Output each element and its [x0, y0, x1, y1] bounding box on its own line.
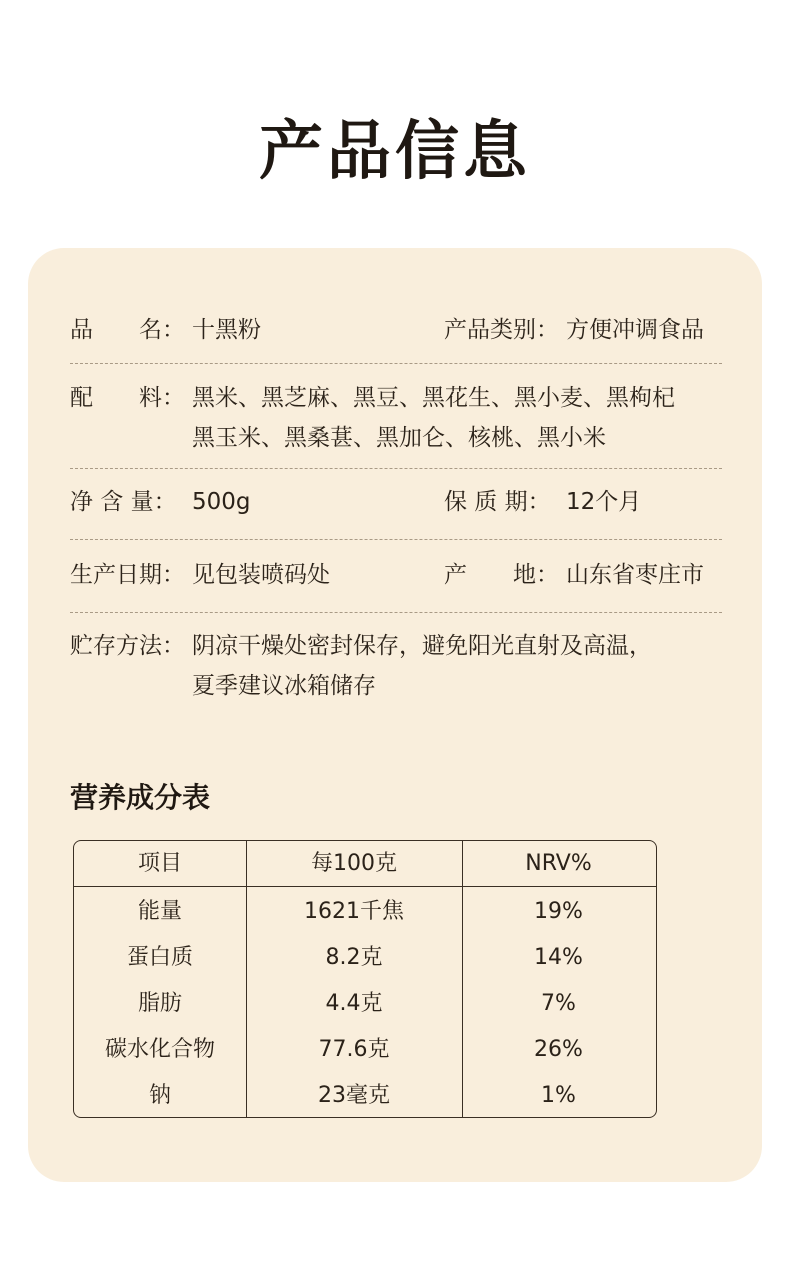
divider — [70, 363, 722, 364]
table-cell-amount: 4.4克 — [325, 991, 383, 1016]
shelf-life-value: 12个月 — [566, 489, 642, 515]
category-value: 方便冲调食品 — [566, 317, 704, 343]
table-cell-amount: 23毫克 — [318, 1083, 390, 1108]
nutrition-title: 营养成分表 — [70, 781, 211, 814]
info-row-ingredients — [70, 378, 722, 458]
category-label: 产品类别： — [444, 317, 559, 343]
info-row-date-origin — [70, 555, 722, 595]
production-date-label: 生产日期： — [70, 562, 185, 588]
divider — [70, 612, 722, 613]
info-row-storage — [70, 626, 722, 706]
origin-value: 山东省枣庄市 — [566, 562, 704, 588]
page-title: 产品信息 — [259, 115, 531, 189]
ingredients-line-1: 黑米、黑芝麻、黑豆、黑花生、黑小麦、黑枸杞 — [192, 385, 675, 411]
table-cell-item: 蛋白质 — [126, 945, 193, 970]
table-cell-item: 钠 — [148, 1083, 171, 1108]
table-cell-nrv: 7% — [541, 991, 576, 1016]
nutrition-table — [73, 840, 657, 1118]
storage-line-1: 阴凉干燥处密封保存，避免阳光直射及高温， — [192, 633, 652, 659]
header-nrv: NRV% — [525, 851, 592, 876]
table-cell-item: 碳水化合物 — [104, 1037, 215, 1062]
table-cell-nrv: 26% — [534, 1037, 583, 1062]
table-cell-amount: 77.6克 — [318, 1037, 390, 1062]
table-cell-item: 脂肪 — [137, 991, 182, 1016]
table-cell-amount: 8.2克 — [325, 945, 383, 970]
table-cell-amount: 1621千焦 — [304, 899, 404, 924]
header-per-100g: 每100克 — [311, 851, 397, 876]
table-cell-nrv: 14% — [534, 945, 583, 970]
name-label: 品 名： — [70, 317, 185, 343]
shelf-life-label: 保 质 期： — [444, 489, 551, 515]
table-cell-nrv: 19% — [534, 899, 583, 924]
origin-label: 产 地： — [444, 562, 559, 588]
net-content-value: 500g — [192, 489, 251, 515]
ingredients-line-2: 黑玉米、黑桑葚、黑加仑、核桃、黑小米 — [192, 425, 606, 451]
info-row-name-category — [70, 310, 722, 350]
production-date-value: 见包装喷码处 — [192, 562, 330, 588]
net-content-label: 净 含 量： — [70, 489, 177, 515]
storage-label: 贮存方法： — [70, 633, 185, 659]
info-row-net-shelf — [70, 482, 722, 522]
divider — [70, 468, 722, 469]
product-info-card — [28, 248, 762, 1182]
ingredients-label: 配 料： — [70, 385, 185, 411]
table-cell-nrv: 1% — [541, 1083, 576, 1108]
header-item: 项目 — [137, 851, 182, 876]
storage-line-2: 夏季建议冰箱储存 — [192, 673, 376, 699]
table-cell-item: 能量 — [137, 899, 182, 924]
divider — [70, 539, 722, 540]
name-value: 十黑粉 — [192, 317, 261, 343]
